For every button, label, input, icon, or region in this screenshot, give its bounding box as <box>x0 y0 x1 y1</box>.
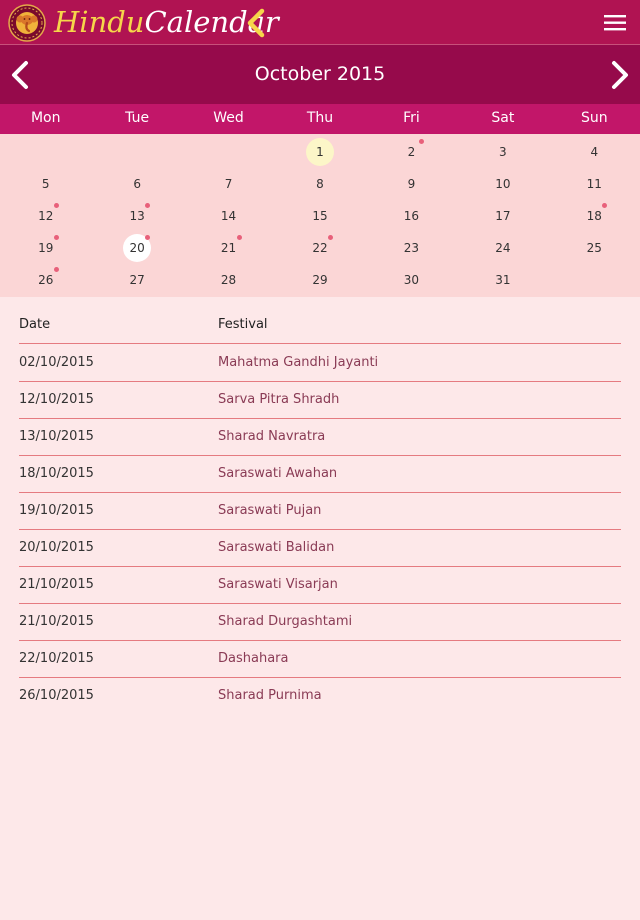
festival-dot-icon <box>328 235 333 240</box>
calendar-day-18[interactable] <box>574 203 614 229</box>
festival-dot-icon <box>419 139 424 144</box>
calendar-day-26[interactable] <box>26 267 66 293</box>
ganesha-icon <box>8 4 46 42</box>
festival-name: Dashahara <box>218 651 289 666</box>
festival-row[interactable] <box>0 455 640 492</box>
day-number: 29 <box>312 273 328 287</box>
calendar-day-7[interactable] <box>209 171 249 197</box>
calendar-day-19[interactable] <box>26 235 66 261</box>
festival-list-header <box>0 297 640 343</box>
next-month-button[interactable] <box>606 58 636 92</box>
calendar-day-13[interactable] <box>117 203 157 229</box>
column-header-festival: Festival <box>218 317 268 332</box>
festival-row[interactable] <box>0 492 640 529</box>
hamburger-menu-icon[interactable] <box>598 10 632 36</box>
calendar-day-5[interactable] <box>26 171 66 197</box>
festival-date: 18/10/2015 <box>19 466 94 481</box>
calendar-day-27[interactable] <box>117 267 157 293</box>
festival-name: Mahatma Gandhi Jayanti <box>218 355 379 370</box>
weekday-label: Wed <box>213 110 244 126</box>
calendar-day-23[interactable] <box>391 235 431 261</box>
festival-date: 20/10/2015 <box>19 540 94 555</box>
weekday-header <box>0 104 640 134</box>
day-number: 14 <box>220 209 237 223</box>
day-number: 23 <box>403 241 420 255</box>
day-number: 17 <box>495 209 511 223</box>
app-title-word1: Hindu <box>54 5 145 39</box>
column-header-date: Date <box>19 317 51 332</box>
calendar-day-12[interactable] <box>26 203 66 229</box>
festival-name: Saraswati Visarjan <box>218 577 338 592</box>
festival-date: 02/10/2015 <box>19 355 94 370</box>
app-header <box>0 0 640 44</box>
calendar-day-11[interactable] <box>574 171 614 197</box>
festival-dot-icon <box>145 235 150 240</box>
day-number: 21 <box>220 241 237 255</box>
calendar-day-14[interactable] <box>209 203 249 229</box>
festival-date: 26/10/2015 <box>19 688 94 703</box>
calendar-day-24[interactable] <box>483 235 523 261</box>
day-number: 20 <box>129 241 145 255</box>
calendar-day-4[interactable] <box>574 139 614 165</box>
calendar-grid <box>0 134 640 297</box>
day-number: 16 <box>403 209 420 223</box>
festival-dot-icon <box>145 203 150 208</box>
festival-name: Sharad Purnima <box>218 688 322 703</box>
day-number: 26 <box>38 273 54 287</box>
calendar-day-16[interactable] <box>391 203 431 229</box>
festival-name: Saraswati Balidan <box>218 540 335 555</box>
festival-dot-icon <box>54 235 59 240</box>
day-number: 8 <box>316 177 324 191</box>
festival-row[interactable] <box>0 677 640 714</box>
calendar-day-25[interactable] <box>574 235 614 261</box>
calendar-day-30[interactable] <box>391 267 431 293</box>
festival-row[interactable] <box>0 418 640 455</box>
weekday-label: Mon <box>30 110 61 126</box>
festival-dot-icon <box>54 203 59 208</box>
day-number: 24 <box>495 241 511 255</box>
day-number: 6 <box>133 177 141 191</box>
day-number: 25 <box>586 241 602 255</box>
festival-row[interactable] <box>0 566 640 603</box>
calendar-day-17[interactable] <box>483 203 523 229</box>
day-number: 22 <box>312 241 328 255</box>
day-number: 4 <box>590 145 599 159</box>
weekday-label: Tue <box>125 110 150 126</box>
day-number: 28 <box>220 273 237 287</box>
month-navigation <box>0 44 640 104</box>
day-number: 2 <box>407 145 416 159</box>
calendar-day-6[interactable] <box>117 171 157 197</box>
festival-row[interactable] <box>0 640 640 677</box>
festival-dot-icon <box>602 203 607 208</box>
day-number: 7 <box>224 177 233 191</box>
calendar-day-21[interactable] <box>209 235 249 261</box>
festival-date: 19/10/2015 <box>19 503 94 518</box>
festival-name: Saraswati Pujan <box>218 503 322 518</box>
calendar-day-15[interactable] <box>300 203 340 229</box>
festival-row[interactable] <box>0 529 640 566</box>
weekday-label: Thu <box>306 110 334 126</box>
calendar-day-31[interactable] <box>483 267 523 293</box>
calendar-day-20[interactable] <box>117 235 157 261</box>
calendar-day-22[interactable] <box>300 235 340 261</box>
day-number: 30 <box>403 273 420 287</box>
festival-row[interactable] <box>0 603 640 640</box>
weekday-label: Sat <box>491 110 515 126</box>
calendar-day-8[interactable] <box>300 171 340 197</box>
festival-name: Sharad Navratra <box>218 429 326 444</box>
festival-list <box>0 297 640 920</box>
day-number: 27 <box>129 273 145 287</box>
day-number: 19 <box>38 241 54 255</box>
day-number: 13 <box>129 209 145 223</box>
day-number: 12 <box>38 209 54 223</box>
app-title-word2: Calendar <box>144 5 279 39</box>
month-title: October 2015 <box>254 63 386 85</box>
festival-name: Sharad Durgashtami <box>218 614 353 629</box>
calendar-day-10[interactable] <box>483 171 523 197</box>
calendar-day-28[interactable] <box>209 267 249 293</box>
day-number: 9 <box>407 177 416 191</box>
festival-row[interactable] <box>0 344 640 381</box>
calendar-day-2[interactable] <box>391 139 431 165</box>
festival-name: Sarva Pitra Shradh <box>218 392 340 407</box>
day-number: 15 <box>312 209 328 223</box>
day-number: 1 <box>316 145 324 159</box>
festival-date: 13/10/2015 <box>19 429 94 444</box>
weekday-label: Fri <box>403 110 420 126</box>
festival-date: 21/10/2015 <box>19 614 94 629</box>
festival-date: 12/10/2015 <box>19 392 94 407</box>
calendar-day-29[interactable] <box>300 267 340 293</box>
day-number: 18 <box>586 209 602 223</box>
calendar-day-9[interactable] <box>391 171 431 197</box>
festival-dot-icon <box>237 235 242 240</box>
festival-dot-icon <box>54 267 59 272</box>
day-number: 5 <box>41 177 50 191</box>
calendar-day-3[interactable] <box>483 139 523 165</box>
festival-row[interactable] <box>0 381 640 418</box>
festival-date: 22/10/2015 <box>19 651 94 666</box>
day-number: 10 <box>495 177 511 191</box>
festival-name: Saraswati Awahan <box>218 466 338 481</box>
day-number: 11 <box>586 177 602 191</box>
calendar-day-1[interactable] <box>300 139 340 165</box>
weekday-label: Sun <box>580 110 608 126</box>
day-number: 31 <box>495 273 511 287</box>
chevron-left-icon <box>244 8 266 38</box>
festival-date: 21/10/2015 <box>19 577 94 592</box>
day-number: 3 <box>499 145 507 159</box>
